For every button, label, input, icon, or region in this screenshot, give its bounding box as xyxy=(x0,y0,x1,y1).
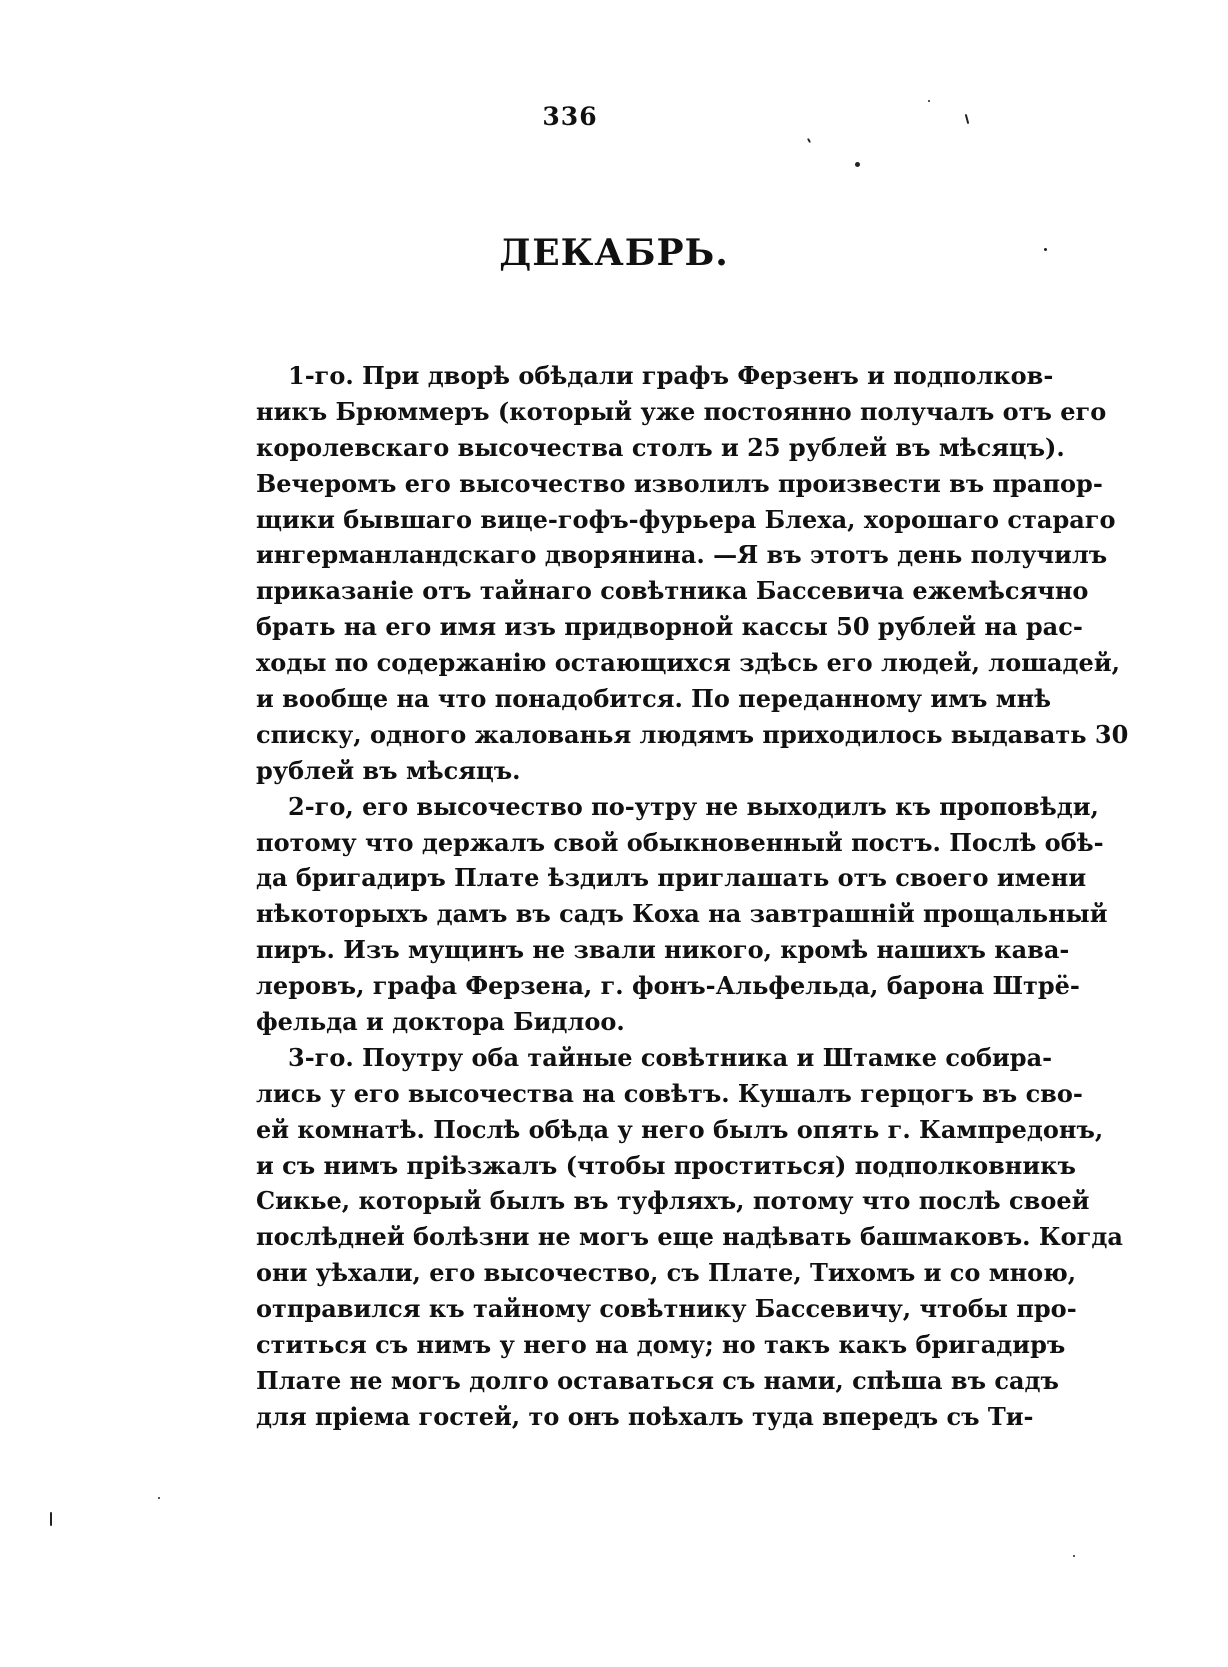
text-line: брать на его имя изъ придворной кассы 50 рублей на рас- xyxy=(256,612,1083,642)
text-line: Плате не могъ долго оставаться съ нами, спѣша въ садъ xyxy=(256,1365,1059,1395)
text-line: пиръ. Изъ мущинъ не звали никого, кромѣ нашихъ кава- xyxy=(256,935,1070,965)
text-line: ходы по содержанію остающихся здѣсь его людей, лошадей, xyxy=(256,648,1120,678)
text-line: нѣкоторыхъ дамъ въ садъ Коха на завтрашній прощальный xyxy=(256,899,1108,929)
text-line: и вообще на что понадобится. По переданному имъ мнѣ xyxy=(256,684,1052,714)
text-line: фельда и доктора Бидлоо. xyxy=(256,1007,625,1037)
text-line: потому что держалъ свой обыкновенный постъ. Послѣ обѣ- xyxy=(256,827,1104,857)
text-line: 1-го. При дворѣ обѣдали графъ Ферзенъ и подполков- xyxy=(288,361,1054,390)
text-line: никъ Брюммеръ (который уже постоянно получалъ отъ его xyxy=(256,396,1107,426)
text-line: Сикье, который былъ въ туфляхъ, потому что послѣ своей xyxy=(256,1186,1090,1216)
scan-speck xyxy=(855,162,860,167)
text-line: леровъ, графа Ферзена, г. фонъ-Альфельда, барона Штрё- xyxy=(256,971,1080,1001)
scan-speck xyxy=(1044,248,1047,251)
text-line: Вечеромъ его высочество изволилъ произвести въ прапор- xyxy=(256,468,1103,498)
text-line: они уѣхали, его высочество, съ Плате, Тихомъ и со мною, xyxy=(256,1258,1077,1288)
chapter-heading: ДЕКАБРЬ. xyxy=(499,232,729,274)
text-line: рублей въ мѣсяцъ. xyxy=(256,755,521,785)
text-line: да бригадиръ Плате ѣздилъ приглашать отъ своего имени xyxy=(256,863,1087,893)
text-line: отправился къ тайному совѣтнику Бассевичу, чтобы про- xyxy=(256,1294,1077,1324)
text-line: списку, одного жалованья людямъ приходилось выдавать 30 xyxy=(256,719,1129,749)
text-line: ститься съ нимъ у него на дому; но такъ какъ бригадиръ xyxy=(256,1330,1066,1360)
scan-speck xyxy=(807,138,811,143)
text-line: лись у его высочества на совѣтъ. Кушалъ герцогъ въ сво- xyxy=(256,1078,1083,1108)
text-line: для пріема гостей, то онъ поѣхалъ туда впередъ съ Ти- xyxy=(256,1401,1034,1431)
page-number: 336 xyxy=(542,102,598,131)
scan-speck xyxy=(928,100,930,102)
scan-speck xyxy=(158,1497,160,1499)
text-line: 2-го, его высочество по-утру не выходилъ къ проповѣди, xyxy=(288,791,1099,821)
text-line: королевскаго высочества столъ и 25 рублей въ мѣсяцъ). xyxy=(256,432,1065,462)
text-line: послѣдней болѣзни не могъ еще надѣвать башмаковъ. Когда xyxy=(256,1222,1123,1252)
text-line: приказаніе отъ тайнаго совѣтника Бассевича ежемѣсячно xyxy=(256,576,1089,606)
text-line: щики бывшаго вице-гофъ-фурьера Блеха, хорошаго стараго xyxy=(256,504,1116,534)
text-line: ингерманландскаго дворянина. —Я въ этотъ день получилъ xyxy=(256,540,1108,570)
scan-speck xyxy=(50,1512,52,1526)
text-line: и съ нимъ пріѣзжалъ (чтобы проститься) подполковникъ xyxy=(256,1150,1076,1180)
scan-speck xyxy=(1073,1555,1075,1557)
text-line: ей комнатѣ. Послѣ обѣда у него былъ опять г. Кампредонъ, xyxy=(256,1114,1104,1144)
text-line: 3-го. Поутру оба тайные совѣтника и Штамке собира- xyxy=(288,1042,1053,1072)
body-text xyxy=(256,358,1129,1435)
